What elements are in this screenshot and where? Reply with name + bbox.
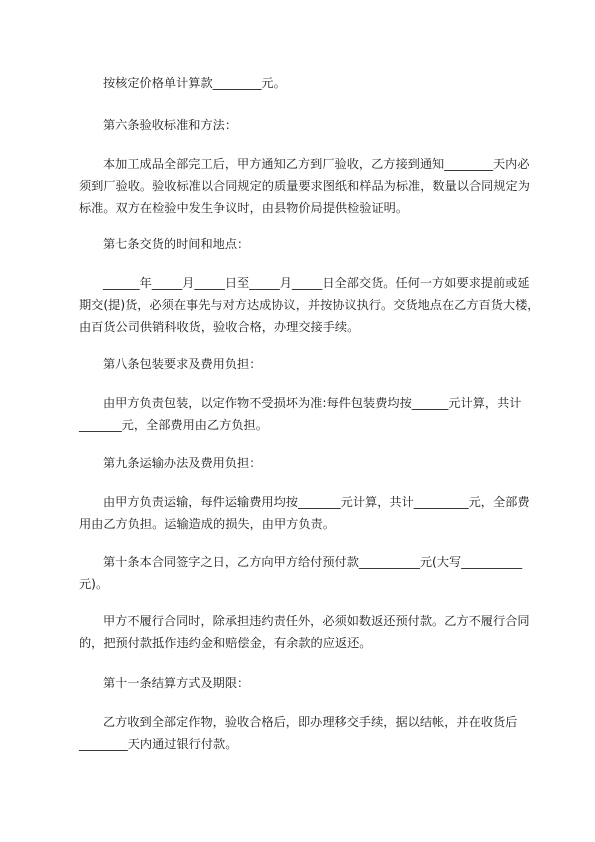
heading-article-6 (79, 114, 525, 136)
text-line: 由甲方负责包装，以定作物不受损坏为准:每件包装费均按______元计算，共计 (103, 396, 522, 410)
text-line: 第九条运输办法及费用负担： (103, 456, 262, 470)
text-line: 第六条验收标准和方法： (103, 118, 238, 132)
paragraph-delivery (79, 272, 540, 338)
text-line: 由甲方负责运输，每件运输费用均按_______元计算，共计_________元，全部费 (103, 495, 530, 509)
text-line: 用由乙方负担。运输造成的损失，由甲方负责。 (79, 517, 335, 531)
text-line: 的，把预付款抵作违约金和赔偿金，有余款的应返还。 (79, 636, 372, 650)
paragraph-breach (79, 610, 530, 654)
paragraph-packaging (79, 392, 525, 436)
text-line: 按核定价格单计算款________元。 (103, 76, 286, 90)
paragraph-acceptance (79, 153, 530, 219)
text-line: 标准。双方在检验中发生争议时，由县物价局提供检验证明。 (79, 201, 409, 215)
heading-article-11 (79, 672, 525, 694)
paragraph-transport (79, 491, 530, 535)
text-line: 第八条包装要求及费用负担： (103, 357, 262, 371)
text-line: ________天内通过银行付款。 (79, 737, 238, 751)
paragraph-article-10-prepayment (79, 551, 525, 595)
paragraph-unit-price (79, 72, 525, 94)
text-line: 第十一条结算方式及期限： (103, 676, 250, 690)
text-line: 元)。 (79, 577, 109, 591)
paragraph-settlement (79, 711, 525, 755)
text-line: 期交(提)货，必须在事先与对方达成协议，并按协议执行。交货地点在乙方百货大楼， (79, 298, 540, 312)
text-line: _______元，全部费用由乙方负担。 (79, 418, 268, 432)
text-line: 由百货公司供销科收货，验收合格，办理交接手续。 (79, 320, 360, 334)
text-line: ______年_____月_____日至_____月_____日全部交货。任何一方如要求提前或延 (103, 276, 530, 290)
text-line: 须到厂验收。验收标准以合同规定的质量要求图纸和样品为标准，数量以合同规定为 (79, 179, 530, 193)
text-line: 甲方不履行合同时，除承担违约责任外，必须如数返还预付款。乙方不履行合同 (103, 614, 530, 628)
text-line: 乙方收到全部定作物，验收合格后，即办理移交手续，据以结帐，并在收货后 (103, 715, 518, 729)
text-line: 本加工成品全部完工后，甲方通知乙方到厂验收，乙方接到通知________天内必 (103, 157, 530, 171)
heading-article-9 (79, 452, 525, 474)
text-line: 第十条本合同签字之日，乙方向甲方给付预付款__________元(大写__________ (103, 555, 523, 569)
text-line: 第七条交货的时间和地点： (103, 237, 250, 251)
heading-article-7 (79, 233, 525, 255)
heading-article-8 (79, 353, 525, 375)
